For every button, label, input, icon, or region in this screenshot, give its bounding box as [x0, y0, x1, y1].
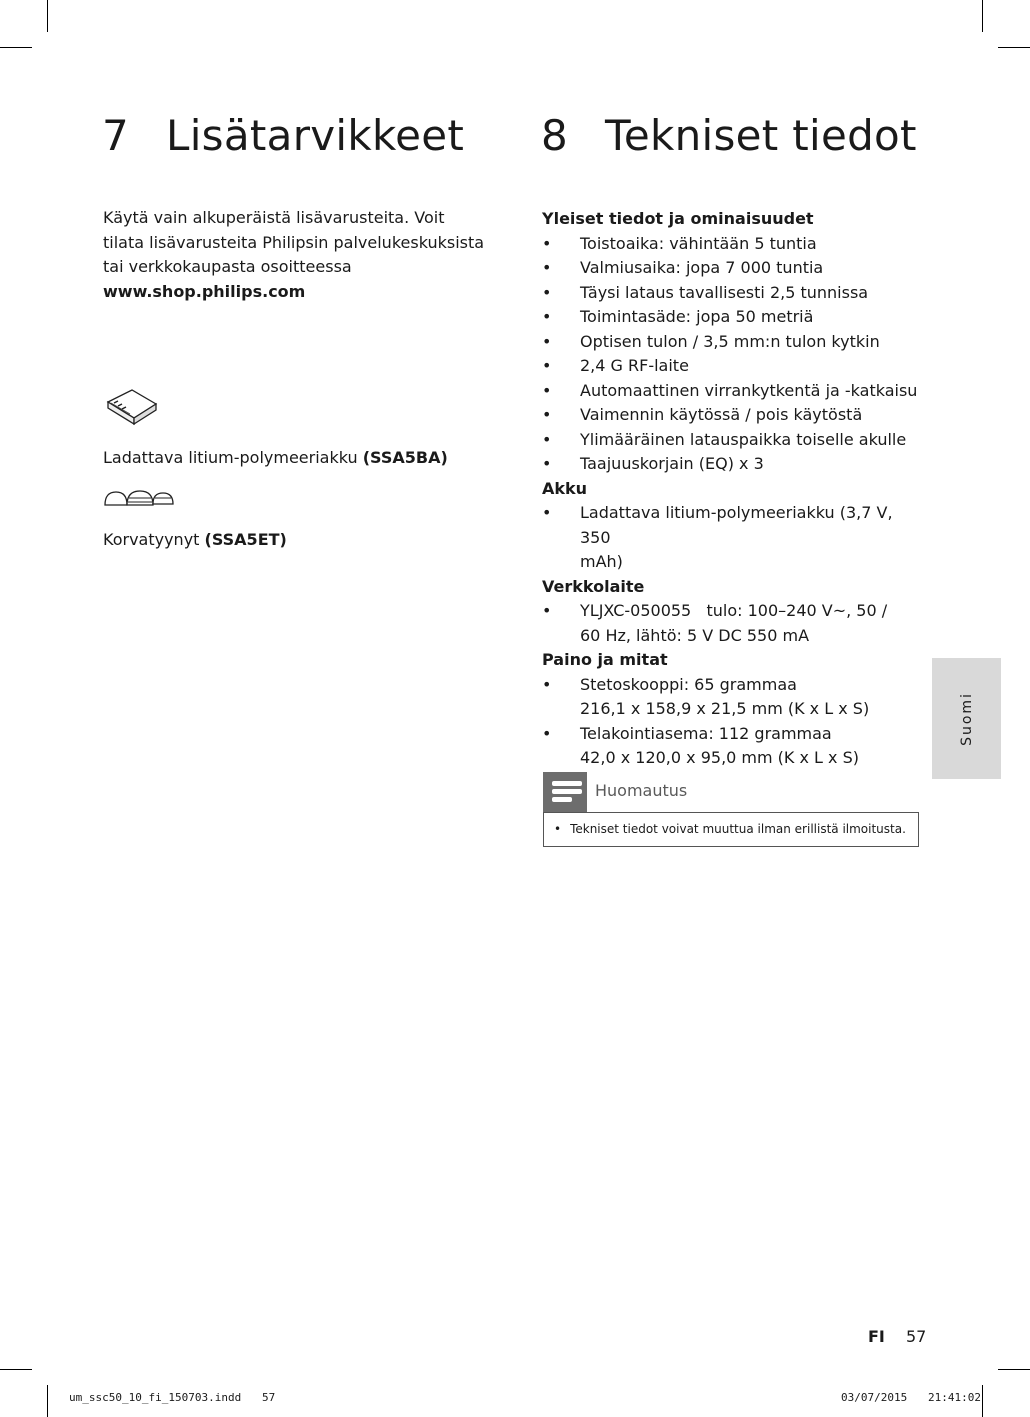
slug-time: 21:41:02	[928, 1391, 981, 1404]
spec-item	[542, 403, 922, 428]
spec-section-heading: Akku	[542, 478, 588, 498]
chapter-title-text: Lisätarvikkeet	[166, 111, 465, 160]
spec-list	[542, 599, 922, 648]
accessory-label: Ladattava litium-polymeeriakku	[103, 448, 358, 467]
crop-mark	[982, 0, 983, 32]
spec-line: • 2,4 G RF-laite	[580, 356, 689, 375]
spec-item	[542, 428, 922, 453]
spec-item	[542, 501, 922, 575]
slug-date: 03/07/2015	[841, 1391, 908, 1404]
spec-item	[542, 379, 922, 404]
spec-line: 216,1 x 158,9 x 21,5 mm (K x L x S)	[580, 699, 870, 718]
spec-section-heading: Yleiset tiedot ja ominaisuudet	[542, 209, 814, 228]
spec-item	[542, 281, 922, 306]
spec-item	[542, 673, 922, 722]
chapter-title-text: Tekniset tiedot	[605, 111, 917, 160]
spec-line: mAh)	[580, 552, 623, 571]
spec-line: • Toimintasäde: jopa 50 metriä	[580, 307, 814, 326]
chapter-number: 8	[541, 111, 569, 160]
chapter-8-title	[541, 108, 917, 164]
spec-line: • Telakointiasema: 112 grammaa	[580, 723, 832, 743]
spec-line: • Ladattava litium-polymeeriakku (3,7 V, 350	[580, 503, 893, 547]
spec-item	[542, 452, 922, 477]
spec-line: • YLJXC-050055 tulo: 100–240 V~, 50 /	[580, 601, 888, 620]
slug-page: 57	[262, 1391, 276, 1404]
spec-item	[542, 232, 922, 257]
chapter-number: 7	[102, 111, 130, 160]
side-tab-label: Suomi	[958, 691, 975, 746]
spec-line: • Vaimennin käytössä / pois käytöstä	[580, 405, 863, 424]
spec-item	[542, 354, 922, 379]
spec-line: • Ylimääräinen latauspaikka toiselle akulle	[580, 429, 907, 449]
crop-mark	[47, 0, 48, 32]
spec-item	[542, 330, 922, 355]
language-side-tab	[932, 658, 1001, 779]
spec-line: • Automaattinen virrankytkentä ja -katkaisu	[580, 380, 918, 400]
spec-list	[542, 673, 922, 771]
spec-line: • Optisen tulon / 3,5 mm:n tulon kytkin	[580, 331, 880, 351]
crop-mark	[998, 1369, 1030, 1370]
spec-line: • Täysi lataus tavallisesti 2,5 tunnissa	[580, 282, 869, 302]
intro-line: tilata lisävarusteita Philipsin palvelukeskuksista	[103, 232, 485, 252]
note-box	[543, 812, 919, 847]
crop-mark	[998, 47, 1030, 48]
ear-tips-accessory	[103, 528, 287, 552]
ear-tips-icon	[103, 488, 175, 508]
crop-mark	[0, 47, 32, 48]
spec-item	[542, 256, 922, 281]
accessories-intro	[103, 206, 503, 304]
slug-filename: um_ssc50_10_fi_150703.indd	[69, 1391, 242, 1404]
shop-url-link[interactable]: www.shop.philips.com	[103, 281, 306, 301]
spec-line: • Valmiusaika: jopa 7 000 tuntia	[580, 258, 824, 277]
crop-mark	[0, 1369, 32, 1370]
spec-list	[542, 232, 922, 477]
chapter-7-title	[102, 108, 464, 164]
crop-mark	[47, 1385, 48, 1417]
spec-line: • Toistoaika: vähintään 5 tuntia	[580, 233, 817, 253]
spec-section-heading: Verkkolaite	[542, 576, 645, 596]
battery-icon	[104, 384, 160, 426]
spec-item	[542, 305, 922, 330]
spec-line: • Stetoskooppi: 65 grammaa	[580, 674, 797, 694]
technical-specifications	[542, 207, 922, 771]
language-code: FI	[868, 1327, 885, 1346]
accessory-code: (SSA5ET)	[204, 530, 287, 549]
intro-line: tai verkkokaupasta osoitteessa	[103, 257, 352, 276]
accessory-label: Korvatyynyt	[103, 530, 200, 549]
note-header	[543, 772, 921, 812]
spec-list	[542, 501, 922, 575]
spec-item	[542, 599, 922, 648]
battery-accessory	[103, 446, 448, 470]
spec-item	[542, 722, 922, 771]
spec-line: 60 Hz, lähtö: 5 V DC 550 mA	[580, 625, 810, 645]
note-title: Huomautus	[595, 781, 688, 800]
note-lines-icon	[543, 772, 587, 812]
spec-line: • Taajuuskorjain (EQ) x 3	[580, 454, 764, 473]
crop-mark	[982, 1385, 983, 1417]
spec-section-heading: Paino ja mitat	[542, 650, 668, 669]
note-text: • Tekniset tiedot voivat muuttua ilman erillistä ilmoitusta.	[554, 822, 906, 836]
intro-line: Käytä vain alkuperäistä lisävarusteita. Voit	[103, 208, 445, 227]
spec-line: 42,0 x 120,0 x 95,0 mm (K x L x S)	[580, 748, 860, 767]
page-number: 57	[906, 1327, 927, 1346]
accessory-code: (SSA5BA)	[362, 448, 448, 467]
